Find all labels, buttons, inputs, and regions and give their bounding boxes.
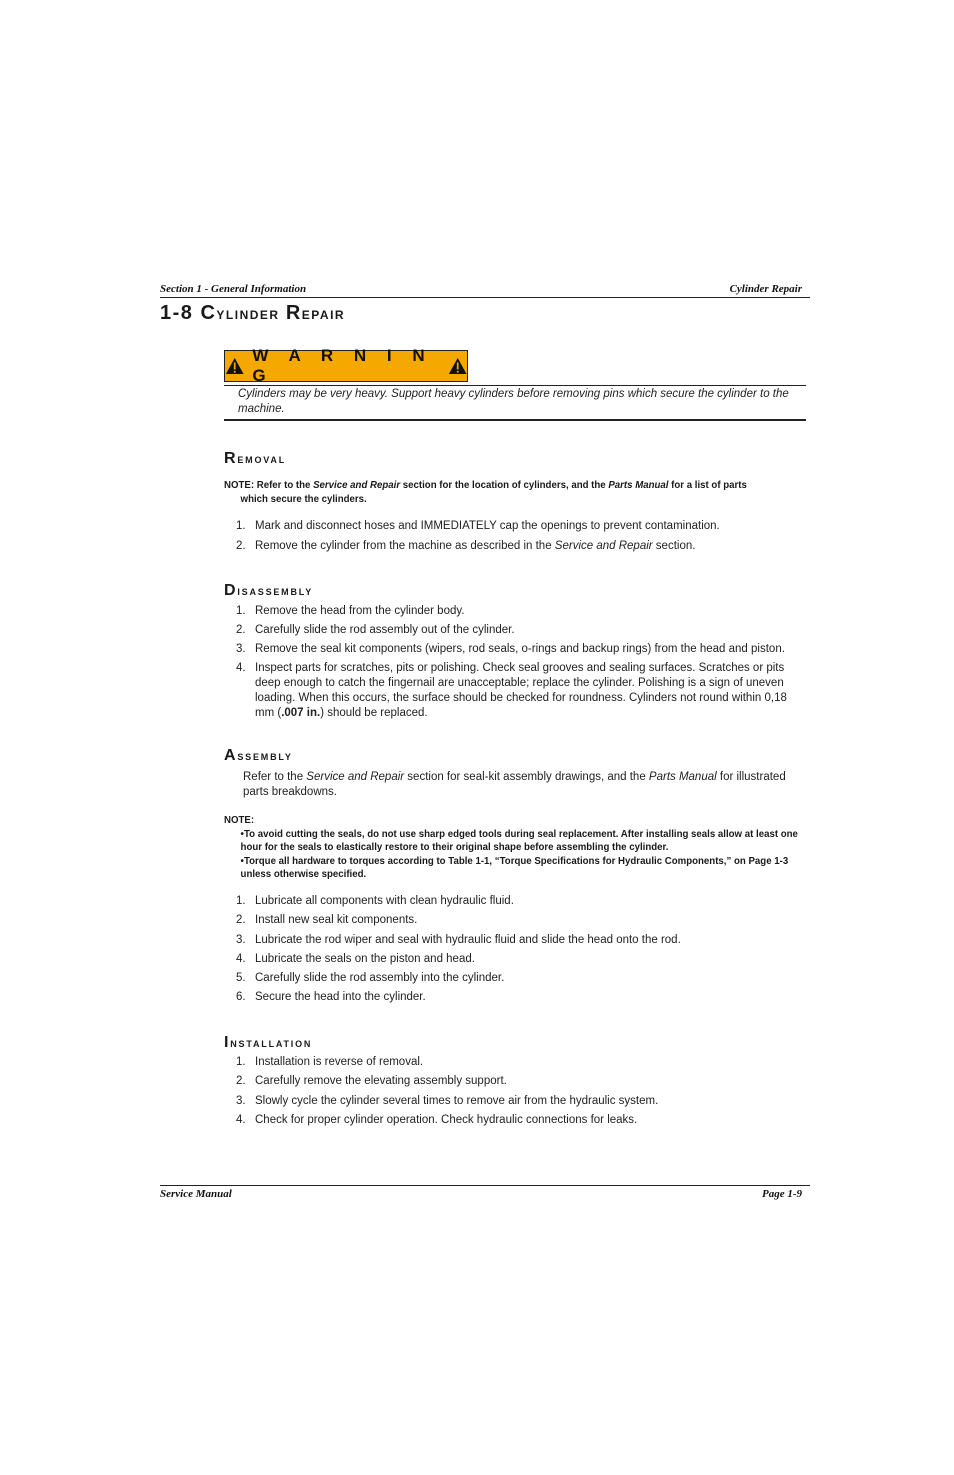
page-number: Page 1-9 [761,1188,802,1200]
list-item: 3. Lubricate the rod wiper and seal with hydraulic fluid and slide the head onto the rod. [236,933,681,946]
assembly-note: NOTE: •To avoid cutting the seals, do not use sharp edged tools during seal replacement. After installing seals allow at least one hour for the seals to elastically restore to their original shape before assembling the cylinder. •Torque all hardware to torques according to Table 1-1, “Torque Specifications for Hydraulic Components,” on Page 1-3 unless otherwise specified. [224,814,798,880]
installation-steps [236,1055,806,1128]
warning-banner [224,346,468,385]
list-item: 3. Remove the seal kit components (wipers, rod seals, o-rings and backup rings) from the head and piston. [236,643,785,655]
assembly-steps [236,894,806,1005]
section-heading-assembly: Assembly [224,747,293,764]
section-heading-installation: Installation [224,1034,313,1051]
warning-triangle-icon [225,356,244,376]
list-item: 1. Lubricate all components with clean hydraulic fluid. [236,895,514,907]
list-item: 2. Install new seal kit components. [236,914,418,927]
warning-bottom-rule [224,419,806,421]
warning-triangle-icon [448,356,467,376]
footer-manual-label: Service Manual [160,1188,232,1200]
list-item: 2. Carefully slide the rod assembly out of the cylinder. [236,624,515,636]
section-heading-disassembly: Disassembly [224,582,314,599]
list-item: 4. Inspect parts for scratches, pits or polishing. Check seal grooves and sealing surfaces. Scratches or pits deep enough to catch the fingernail are unacceptable; replace the cylinder. Polishing is a sign of uneven loading. When this occurs, the surface should be checked for roundness. Cylinders not round within 0,18 mm (.007 in.) should be replaced. [236,662,787,719]
list-item: 1. Mark and disconnect hoses and IMMEDIATELY cap the openings to prevent contamination. [236,520,720,532]
list-item: 5. Carefully slide the rod assembly into the cylinder. [236,972,505,985]
header-section-label: Section 1 - General Information [160,283,307,295]
assembly-intro: Refer to the Service and Repair section for seal-kit assembly drawings, and the Parts Manual for illustrated parts breakdowns. [243,771,786,798]
warning-label: W A R N I N G [252,346,433,385]
footer-rule [160,1185,810,1186]
list-item: 4. Check for proper cylinder operation. Check hydraulic connections for leaks. [236,1113,638,1126]
list-item: 3. Slowly cycle the cylinder several times to remove air from the hydraulic system. [236,1094,659,1107]
warning-top-rule [224,385,806,386]
removal-note: NOTE: Refer to the Service and Repair section for the location of cylinders, and the Parts Manual for a list of parts which secure the cylinders. [224,479,747,505]
disassembly-steps [236,604,808,721]
section-heading-removal: Removal [224,450,286,467]
list-item: 2. Carefully remove the elevating assembly support. [236,1075,507,1088]
list-item: 2. Remove the cylinder from the machine as described in the Service and Repair section. [236,540,696,552]
warning-text: Cylinders may be very heavy. Support heavy cylinders before removing pins which secure the cylinder to the machine. [238,388,789,415]
list-item: 1. Remove the head from the cylinder body. [236,605,465,617]
list-item: 4. Lubricate the seals on the piston and head. [236,952,475,965]
removal-steps [236,519,806,554]
header-topic-label: Cylinder Repair [729,283,802,295]
list-item: 6. Secure the head into the cylinder. [236,991,426,1004]
list-item: 1. Installation is reverse of removal. [236,1056,424,1068]
page-title: 1-8 Cylinder Repair [160,302,346,324]
header-rule [160,297,810,298]
